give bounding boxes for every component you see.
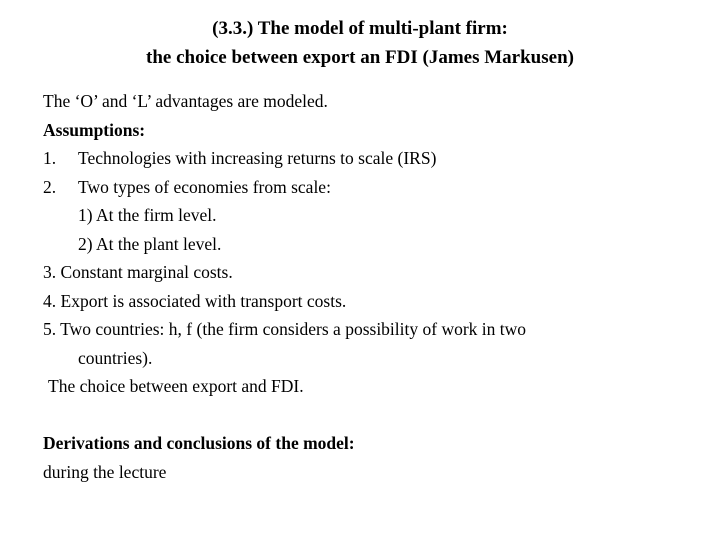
assumption-item-4: 4. Export is associated with transport costs.: [43, 290, 347, 311]
title-line-1: (3.3.) The model of multi-plant firm:: [212, 18, 508, 39]
assumption-item-5-continuation: countries).: [78, 347, 153, 368]
assumptions-heading: Assumptions:: [43, 119, 146, 140]
derivations-heading: Derivations and conclusions of the model:: [43, 433, 355, 453]
slide-body: [43, 87, 703, 486]
assumption-number: 1.: [43, 148, 57, 168]
title-line-2: the choice between export an FDI (James Markusen): [146, 47, 574, 68]
derivations-text: during the lecture: [43, 461, 167, 482]
slide-title: [0, 14, 720, 72]
sub-item-plant-level: 2) At the plant level.: [78, 233, 222, 254]
assumption-item-1: [43, 144, 703, 173]
assumption-number: 2.: [43, 176, 57, 197]
choice-text: The choice between export and FDI.: [48, 376, 304, 396]
assumption-item-2: [43, 173, 703, 202]
spacer: [43, 401, 703, 430]
assumption-text: Technologies with increasing returns to scale (IRS): [78, 148, 437, 168]
sub-item-firm-level: 1) At the firm level.: [78, 205, 217, 225]
assumption-text: Two types of economies from scale:: [78, 176, 331, 197]
assumption-item-5: 5. Two countries: h, f (the firm considers a possibility of work in two: [43, 319, 527, 339]
assumption-item-3: 3. Constant marginal costs.: [43, 262, 233, 282]
intro-text: The ‘O’ and ‘L’ advantages are modeled.: [43, 91, 328, 111]
